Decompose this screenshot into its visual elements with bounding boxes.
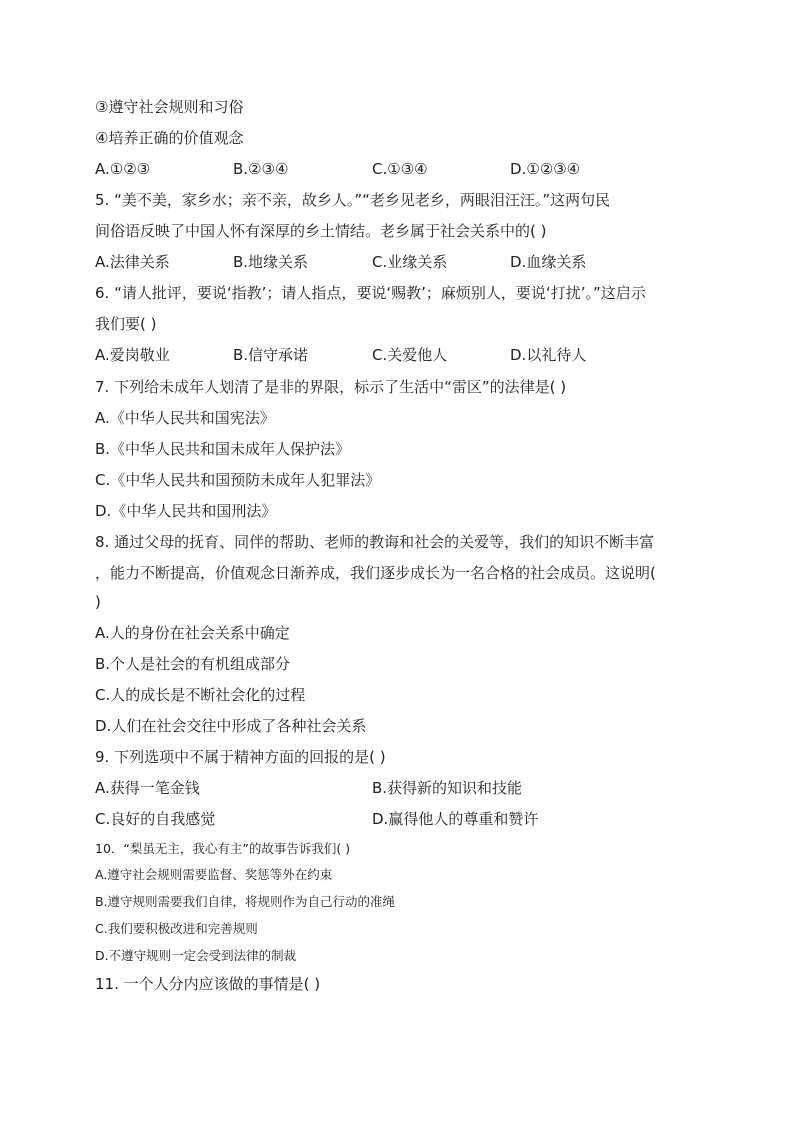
- q6-option-c: C.关爱他人: [372, 346, 448, 364]
- q4-item-3: ③遵守社会规则和习俗: [95, 98, 244, 116]
- q6-option-a: A.爱岗敬业: [95, 346, 170, 364]
- q8-option-b: B.个人是社会的有机组成部分: [95, 655, 291, 673]
- q6-option-b: B.信守承诺: [233, 346, 309, 364]
- q9-stem: 9. 下列选项中不属于精神方面的回报的是( ): [95, 748, 386, 766]
- q10-option-d: D.不遵守规则一定会受到法律的制裁: [95, 948, 297, 963]
- q11-stem: 11. 一个人分内应该做的事情是( ): [95, 975, 321, 993]
- q8-stem-line3: ): [95, 593, 101, 611]
- q7-option-d: D.《中华人民共和国刑法》: [95, 502, 277, 520]
- q7-option-a: A.《中华人民共和国宪法》: [95, 409, 275, 427]
- q4-option-c: C.①③④: [372, 160, 428, 178]
- q10-option-c: C.我们要积极改进和完善规则: [95, 921, 258, 936]
- q5-option-d: D.血缘关系: [510, 253, 587, 271]
- q8-option-c: C.人的成长是不断社会化的过程: [95, 686, 306, 704]
- q8-stem-line1: 8. 通过父母的抚育、同伴的帮助、老师的教诲和社会的关爱等，我们的知识不断丰富: [95, 533, 655, 551]
- q5-option-b: B.地缘关系: [233, 253, 309, 271]
- q6-stem-line1: 6. “请人批评，要说‘指教’；请人指点，要说‘赐教’；麻烦别人，要说‘打扰’。”这启示: [95, 284, 646, 302]
- q4-option-a: A.①②③: [95, 160, 151, 178]
- q10-stem: 10．“梨虽无主，我心有主”的故事告诉我们( ): [95, 841, 351, 856]
- q4-item-4: ④培养正确的价值观念: [95, 129, 244, 147]
- q6-stem-line2: 我们要( ): [95, 315, 157, 333]
- q5-option-a: A.法律关系: [95, 253, 170, 271]
- q5-option-c: C.业缘关系: [372, 253, 448, 271]
- q5-stem-line1: 5. “美不美，家乡水；亲不亲，故乡人。”“老乡见老乡，两眼泪汪汪。”这两句民: [95, 191, 611, 209]
- q9-option-b: B.获得新的知识和技能: [372, 779, 523, 797]
- q7-stem: 7. 下列给未成年人划清了是非的界限，标示了生活中“雷区”的法律是( ): [95, 378, 567, 396]
- q9-option-a: A.获得一笔金钱: [95, 779, 200, 797]
- q10-option-a: A.遵守社会规则需要监督、奖惩等外在约束: [95, 867, 333, 882]
- q10-option-b: B.遵守规则需要我们自律，将规则作为自己行动的准绳: [95, 894, 396, 909]
- q8-option-a: A.人的身份在社会关系中确定: [95, 624, 290, 642]
- q9-option-c: C.良好的自我感觉: [95, 810, 216, 828]
- q6-option-d: D.以礼待人: [510, 346, 587, 364]
- q4-option-d: D.①②③④: [510, 160, 581, 178]
- q4-option-b: B.②③④: [233, 160, 289, 178]
- q9-option-d: D.赢得他人的尊重和赞许: [372, 810, 539, 828]
- q8-stem-line2: ，能力不断提高，价值观念日渐养成，我们逐步成长为一名合格的社会成员。这说明(: [95, 564, 656, 582]
- q5-stem-line2: 间俗语反映了中国人怀有深厚的乡土情结。老乡属于社会关系中的( ): [95, 222, 547, 240]
- q7-option-c: C.《中华人民共和国预防未成年人犯罪法》: [95, 471, 381, 489]
- q7-option-b: B.《中华人民共和国未成年人保护法》: [95, 440, 351, 458]
- q8-option-d: D.人们在社会交往中形成了各种社会关系: [95, 717, 367, 735]
